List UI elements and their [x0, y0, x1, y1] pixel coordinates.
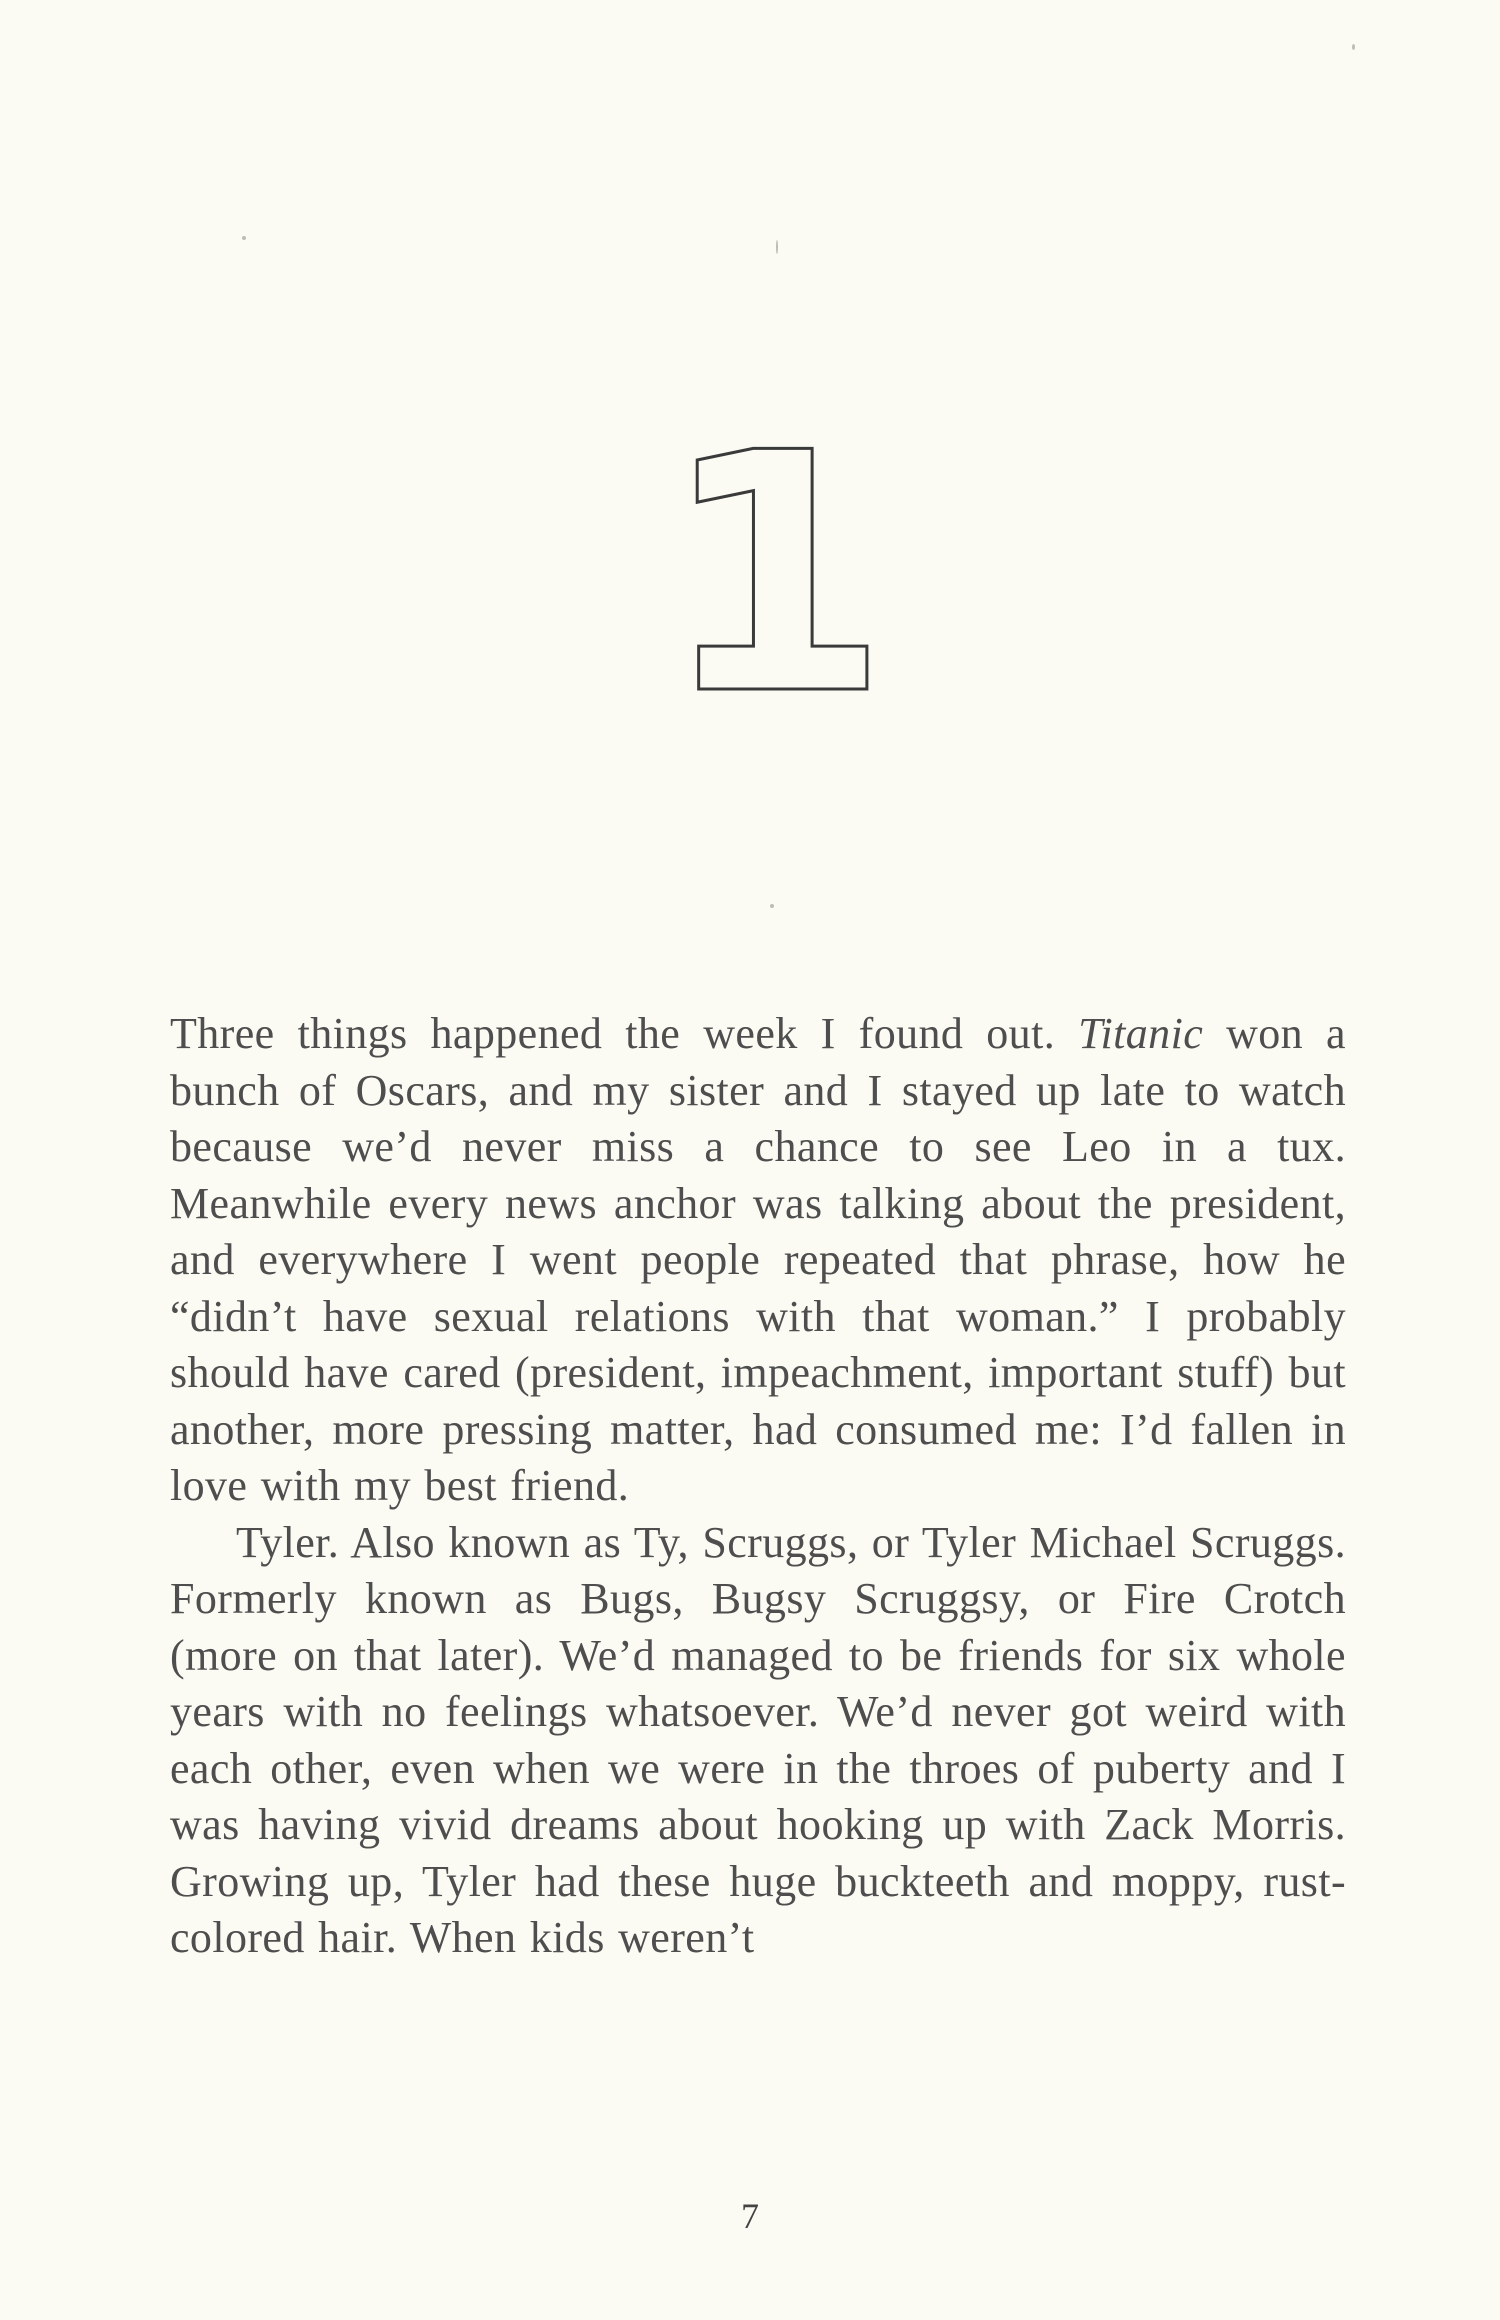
paragraph-1 — [170, 1006, 1346, 1515]
scan-speck — [776, 240, 778, 254]
paragraph-1-text-end: won a bunch of Oscars, and my sister and I stayed up late to watch because we’d never miss a chance to see Leo in a tux. Meanwhile every news anchor was talking about the president, and everywhere I went people repeated that phrase, how he “didn’t have sexual relations with that woman.” I probably should have cared (president, impeachment, important stuff) but another, more pressing matter, had consumed me: I’d fallen in love with my best friend. — [170, 1009, 1346, 1510]
page-number: 7 — [741, 2196, 759, 2236]
chapter-number: 1 — [660, 383, 890, 767]
paragraph-2 — [170, 1515, 1346, 1967]
chapter-body — [170, 1006, 1346, 1967]
scan-speck — [1352, 44, 1355, 50]
paragraph-1-text-start: Three things happened the week I found out. — [170, 1009, 1079, 1058]
paragraph-2-text: Tyler. Also known as Ty, Scruggs, or Tyler Michael Scruggs. Formerly known as Bugs, Bugsy Scruggsy, or Fire Crotch (more on that later). We’d managed to be friends for six whole years with no feelings whatsoever. We’d never got weird with each other, even when we were in the throes of puberty and I was having vivid dreams about hooking up with Zack Morris. Growing up, Tyler had these huge buckteeth and moppy, rust-colored hair. When kids weren’t — [170, 1517, 1346, 1962]
paragraph-1-italic-title: Titanic — [1078, 1009, 1204, 1058]
scan-speck — [770, 904, 774, 908]
scan-speck — [242, 236, 246, 240]
